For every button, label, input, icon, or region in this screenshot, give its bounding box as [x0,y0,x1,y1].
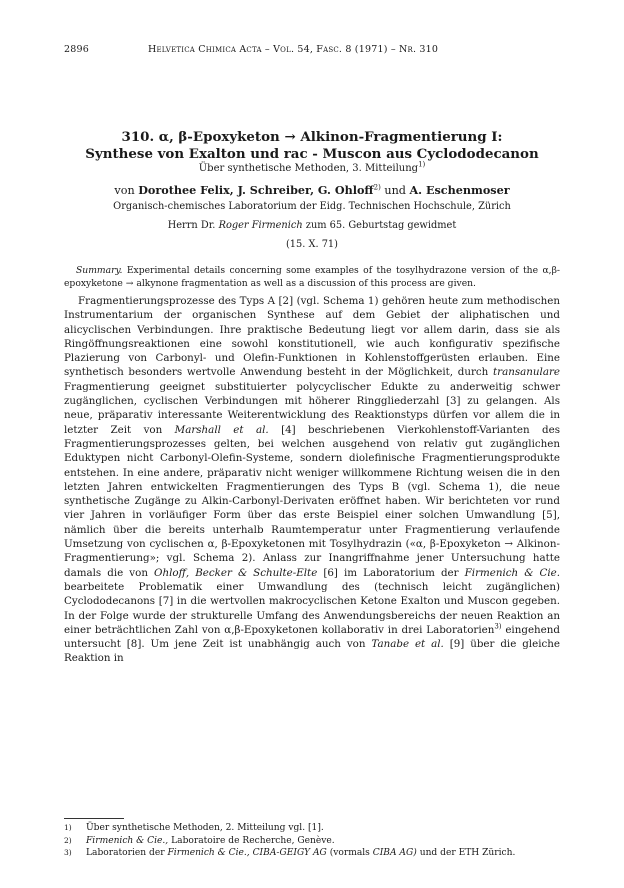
footnote-1 [64,822,560,835]
footnote-mark: 2) [64,835,72,845]
footnote-text: und der ETH Zürich. [419,848,516,859]
footnotes [64,822,560,860]
body-emphasis-4: Firmenich & Cie. [464,566,560,579]
body-emphasis-1: transanulare [493,366,560,379]
footnote-mark: 3) [64,848,72,858]
summary-paragraph [64,264,560,290]
dedication-post: zum 65. Geburtstag gewidmet [305,220,457,231]
received-date: (15. X. 71) [285,239,338,250]
body-text-3: [4] beschriebenen Vierkohlenstoff-Varianten des Fragmentierungsprozesses gelten, bei welchen ausgehend von relativ gut zugänglichen Eduktypen nicht Carbonyl-Olefin-Systeme, sondern diolefinische Fragmentierungsprodukte entstehen. In eine andere, präparativ nicht weniger willkommene Richtung weisen die in den letzten Jahren entwickelten Fragmentierungen des Typs B (vgl. Schema 1), die neue synthetische Zugänge zu Alkin-Carbonyl-Derivaten eröffnet haben. Wir berichteten vor rund vier Jahren in vorläufiger Form über das erste Beispiel einer solchen Umwandlung [5], nämlich über die bereits unterhalb Raumtemperatur unter Fragmentierung verlaufende Umsetzung von cyclischen α, β-Epoxyketonen mit Tosylhydrazin («α, β-Epoxyketon → Alkinon-Fragmentierung»; vgl. Schema 2). Anlass zur Inangriffnahme jener Untersuchung hatte damals die von [64,423,560,579]
footnote-3 [64,847,560,860]
body-text-7: [9] über die gleiche Reaktion in [64,638,560,665]
footnote-emphasis: Firmenich & Cie., [86,835,169,846]
summary-text: Experimental details concerning some examples of the tosylhydrazone version of the α,β-epoxyketone → alkynone fragmentation as well as a discussion of this process are given. [64,265,560,289]
title-line-2: Synthese von Exalton und rac - Muscon aus Cyclododecanon [85,146,539,162]
authors-prefix: von [114,184,135,197]
author-names-1: Dorothee Felix, J. Schreiber, G. Ohloff [138,183,374,197]
footnote-text-pre: Laboratorien der [86,848,165,859]
body-emphasis-6: Tanabe et al. [371,638,444,651]
affiliation: Organisch-chemisches Laboratorium der Eidg. Technischen Hochschule, Zürich [113,201,511,212]
body-text-2: Fragmentierung geeignet substituierter polycyclischer Edukte zu anderweitig schwer zugänglichen, cyclischen Verbindungen mit höherer Ringgliederzahl [3] zu gelangen. Als neue, präparativ interessante Weiterentwicklung des Reaktionstyps dürfen vor allem die in letzter Zeit von [64,380,560,436]
subtitle-footnote-mark: 1) [418,160,426,169]
footnote-emphasis-2: CIBA AG) [372,848,417,859]
footnote-text-mid: (vormals [329,848,370,859]
footnote-emphasis: Firmenich & Cie., CIBA-GEIGY AG [167,848,327,859]
article-subtitle [64,160,560,174]
footnote-text: Laboratoire de Recherche, Genève. [171,835,335,846]
body-text-5: bearbeitete Problematik einer Umwandlung des (technisch leicht zugänglichen) Cyclododecanons [7] in die wertvollen makrocyclischen Ketone Exalton und Muscon gegeben. In der Folge wurde der strukturelle Umfang des Anwendungsbereichs der neuen Reaktion an einer beträchtlichen Zahl von α,β-Epoxyketonen kollaborativ in drei Laboratorien [64,580,560,636]
authors-and: und [384,184,406,197]
footnote-text: Über synthetische Methoden, 2. Mitteilung vgl. [1]. [86,823,324,833]
article-title [64,129,560,163]
footnote-divider [64,818,124,819]
summary-label: Summary. [76,265,123,276]
title-line-1: 310. α, β-Epoxyketon → Alkinon-Fragmentierung I: [121,129,503,145]
dedication [64,220,560,231]
body-emphasis-3: Ohloff, Becker & Schulte-Elte [154,566,318,579]
body-text-1: Fragmentierungsprozesse des Typs A [2] (vgl. Schema 1) gehören heute zum methodischen Instrumentarium der organischen Synthese auf dem Gebiet der aliphatischen und alicyclischen Verbindungen. Ihre praktische Bedeutung liegt vor allem darin, dass sie als Ringöffnungsreaktionen eine sowohl konstitutionell, wie auch konfigurativ spezifische Plazierung von Carbonyl- und Olefin-Funktionen in Kohlenstoffgerüsten erlauben. Eine synthetisch besonders wertvolle Anwendung besteht in der Möglichkeit, durch [64,295,560,379]
subtitle-text: Über synthetische Methoden, 3. Mitteilung [198,163,419,174]
body-paragraph [64,294,560,666]
page-number: 2896 [64,44,89,55]
author-footnote-mark: 2) [373,183,381,192]
body-text-6: eingehend untersucht [8]. Um jene Zeit ist unabhängig auch von [64,623,560,651]
author-names-2: A. Eschenmoser [409,183,510,197]
footnote-mark: 1) [64,823,72,832]
body-footnote-mark: 3) [494,622,502,631]
footnote-2 [64,835,560,848]
dedication-name: Roger Firmenich [218,220,303,231]
dedication-pre: Herrn Dr. [167,220,216,231]
journal-running-head: Helvetica Chimica Acta – Vol. 54, Fasc. 8 (1971) – Nr. 310 [148,44,439,55]
body-emphasis-2: Marshall et al. [174,423,269,436]
author-line [64,183,560,197]
body-text-4: [6] im Laboratorium der [323,566,459,579]
